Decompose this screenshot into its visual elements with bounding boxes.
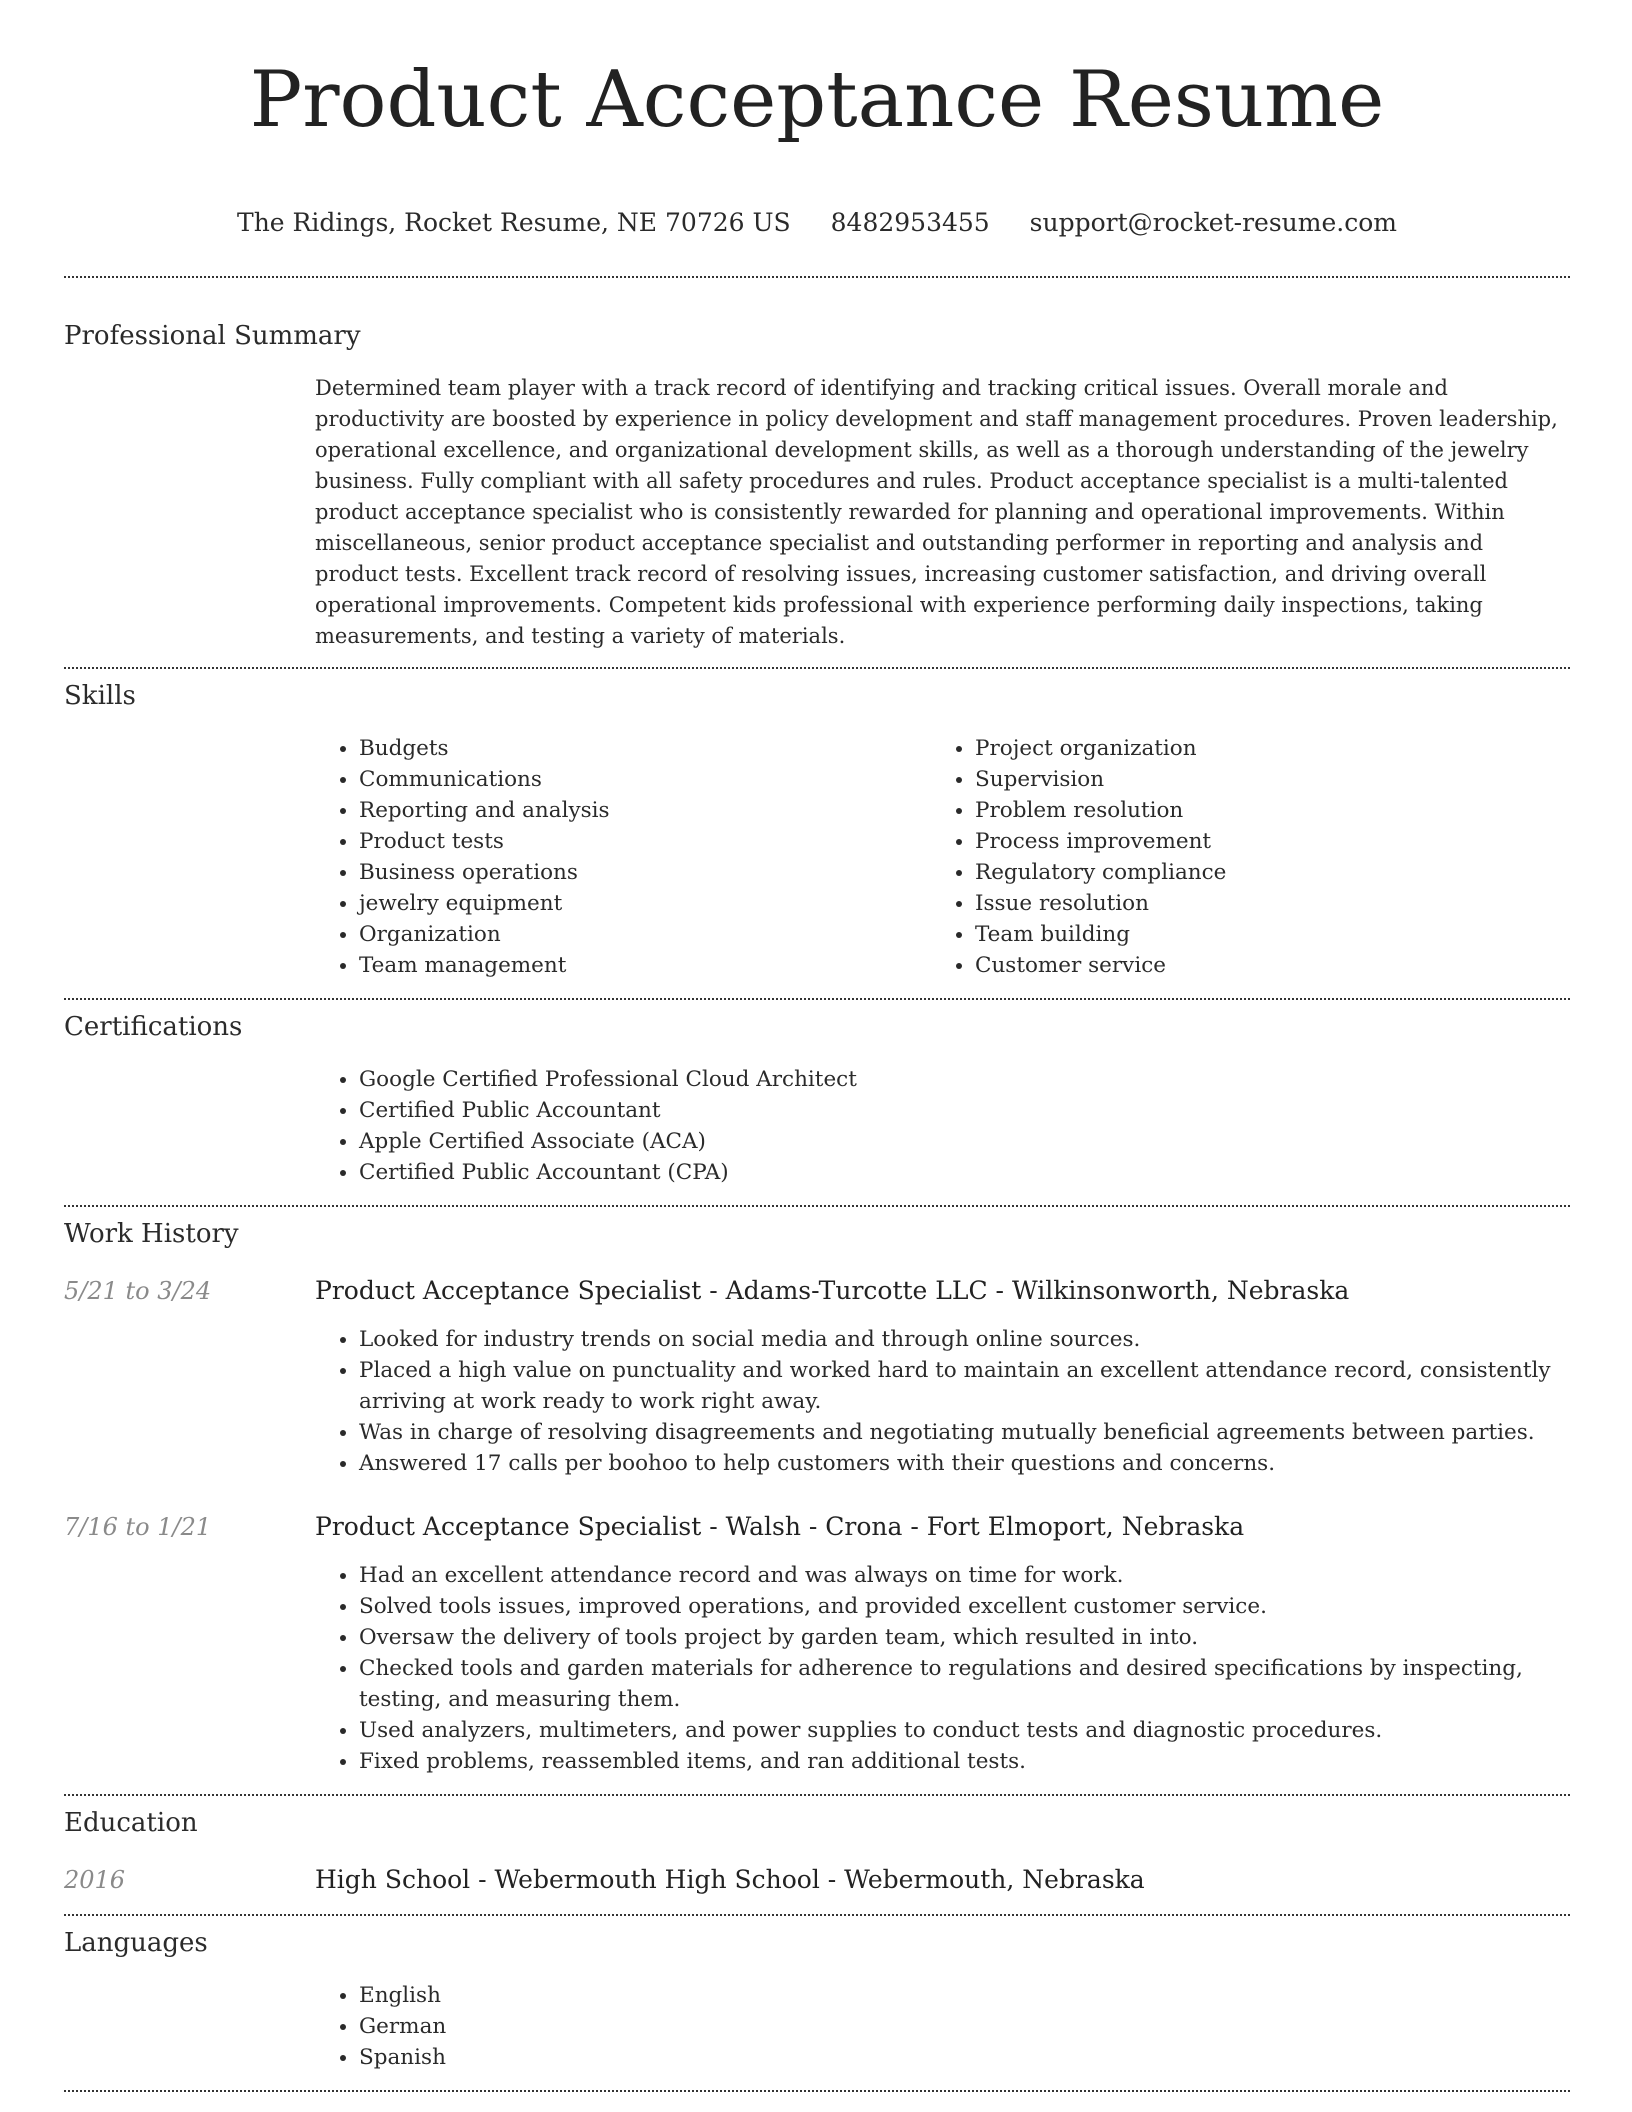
skill-item: • Business operations	[359, 857, 931, 888]
skill-item: • Product tests	[359, 826, 931, 857]
divider	[64, 1205, 1570, 1207]
job-bullet: • Looked for industry trends on social media and through online sources.	[359, 1324, 1570, 1355]
skill-item: • Problem resolution	[975, 795, 1547, 826]
skill-item: • Team building	[975, 919, 1547, 950]
divider	[64, 667, 1570, 669]
work-history-section	[64, 1218, 1570, 1777]
summary-section	[64, 320, 1570, 652]
certification-item: • Certified Public Accountant	[359, 1095, 1570, 1126]
contact-line	[64, 208, 1570, 238]
skill-item: • Project organization	[975, 733, 1547, 764]
skill-item: • Supervision	[975, 764, 1547, 795]
skills-heading: Skills	[64, 681, 136, 711]
work-history-heading: Work History	[64, 1219, 239, 1249]
resume-header	[64, 0, 1570, 238]
job-bullet: • Fixed problems, reassembled items, and ran additional tests.	[359, 1746, 1570, 1777]
certification-item: • Certified Public Accountant (CPA)	[359, 1157, 1570, 1188]
job-entry	[64, 1512, 1570, 1777]
languages-section	[64, 1927, 1570, 2073]
education-date: 2016	[64, 1866, 126, 1894]
job-title: Product Acceptance Specialist - Walsh - Crona - Fort Elmoport, Nebraska	[315, 1512, 1245, 1541]
skills-section	[64, 680, 1570, 981]
job-bullet: • Had an excellent attendance record and was always on time for work.	[359, 1560, 1570, 1591]
language-item: • German	[359, 2011, 1570, 2042]
contact-phone: 8482953455	[830, 208, 990, 237]
language-item: • English	[359, 1980, 1570, 2011]
contact-email: support@rocket-resume.com	[1029, 208, 1397, 237]
certifications-heading: Certifications	[64, 1012, 243, 1042]
job-date: 7/16 to 1/21	[64, 1513, 212, 1541]
certification-item: • Google Certified Professional Cloud Architect	[359, 1064, 1570, 1095]
divider	[64, 1794, 1570, 1796]
job-bullet: • Oversaw the delivery of tools project by garden team, which resulted in into.	[359, 1622, 1570, 1653]
divider	[64, 276, 1570, 278]
skills-column-right	[931, 733, 1547, 981]
education-entry: High School - Webermouth High School - Webermouth, Nebraska	[315, 1865, 1145, 1894]
job-bullet: • Placed a high value on punctuality and worked hard to maintain an excellent attendance record, consistently arriving at work ready to work right away.	[359, 1355, 1570, 1417]
language-item: • Spanish	[359, 2042, 1570, 2073]
resume-page	[64, 0, 1570, 2092]
skill-item: • Customer service	[975, 950, 1547, 981]
job-date: 5/21 to 3/24	[64, 1277, 212, 1305]
job-bullet: • Checked tools and garden materials for adherence to regulations and desired specifications by inspecting, testing, and measuring them.	[359, 1653, 1570, 1715]
contact-address: The Ridings, Rocket Resume, NE 70726 US	[237, 208, 791, 237]
divider	[64, 998, 1570, 1000]
divider	[64, 1914, 1570, 1916]
job-bullet: • Used analyzers, multimeters, and power supplies to conduct tests and diagnostic procedures.	[359, 1715, 1570, 1746]
job-bullet: • Solved tools issues, improved operations, and provided excellent customer service.	[359, 1591, 1570, 1622]
education-heading: Education	[64, 1808, 198, 1838]
skill-item: • Process improvement	[975, 826, 1547, 857]
education-section	[64, 1807, 1570, 1895]
certification-item: • Apple Certified Associate (ACA)	[359, 1126, 1570, 1157]
skill-item: • Communications	[359, 764, 931, 795]
skill-item: • jewelry equipment	[359, 888, 931, 919]
job-title: Product Acceptance Specialist - Adams-Turcotte LLC - Wilkinsonworth, Nebraska	[315, 1276, 1350, 1305]
summary-heading: Professional Summary	[64, 321, 361, 351]
job-bullet: • Was in charge of resolving disagreements and negotiating mutually beneficial agreements between parties.	[359, 1417, 1570, 1448]
skills-column-left	[315, 733, 931, 981]
certifications-section	[64, 1011, 1570, 1188]
skill-item: • Issue resolution	[975, 888, 1547, 919]
skill-item: • Organization	[359, 919, 931, 950]
skill-item: • Reporting and analysis	[359, 795, 931, 826]
job-entry	[64, 1276, 1570, 1479]
languages-heading: Languages	[64, 1928, 208, 1958]
job-bullet: • Answered 17 calls per boohoo to help customers with their questions and concerns.	[359, 1448, 1570, 1479]
skill-item: • Team management	[359, 950, 931, 981]
divider	[64, 2090, 1570, 2092]
skill-item: • Budgets	[359, 733, 931, 764]
skill-item: • Regulatory compliance	[975, 857, 1547, 888]
resume-title: Product Acceptance Resume	[249, 55, 1385, 145]
summary-text: Determined team player with a track record of identifying and tracking critical issues. Overall morale and productivity are boosted by experience in policy development and staff management procedures. Proven leadership, operational excellence, and organizational development skills, as well as a thorough understanding of the jewelry business. Fully compliant with all safety procedures and rules. Product acceptance specialist is a multi-talented product acceptance specialist who is consistently rewarded for planning and operational improvements. Within miscellaneous, senior product acceptance specialist and outstanding performer in reporting and analysis and product tests. Excellent track record of resolving issues, increasing customer satisfaction, and driving overall operational improvements. Competent kids professional with experience performing daily inspections, taking measurements, and testing a variety of materials.	[315, 376, 1558, 648]
